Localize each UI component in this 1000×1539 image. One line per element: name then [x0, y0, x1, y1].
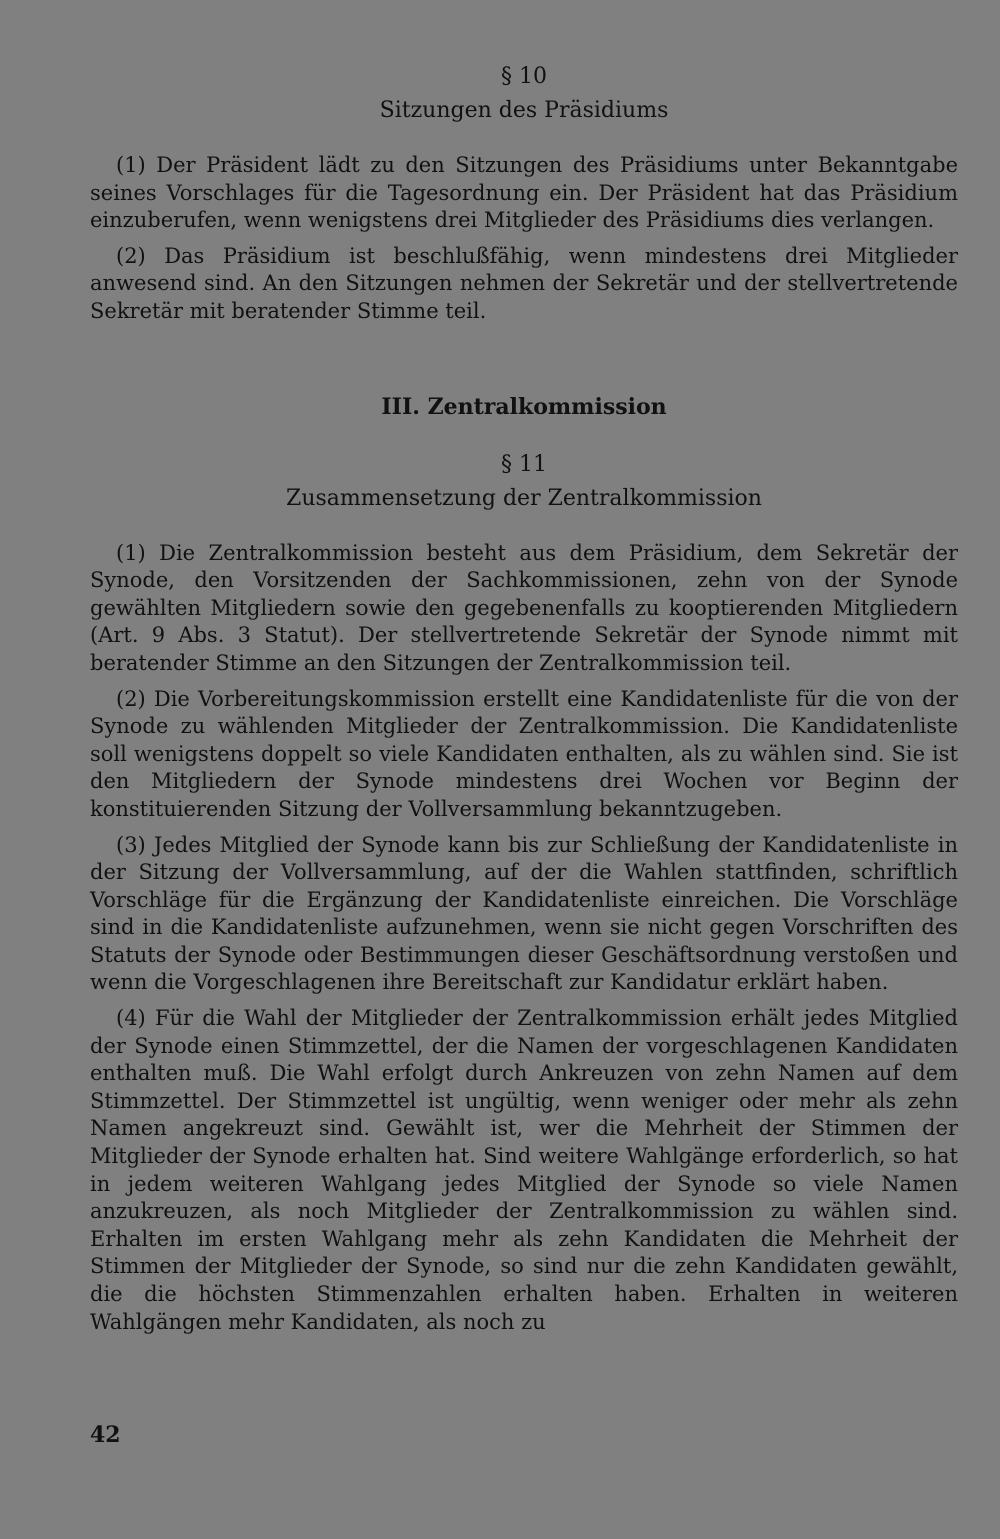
paragraph: (1) Die Zentralkommission besteht aus dem Präsidium, dem Sekretär der Synode, den Vorsitzenden der Sachkommissionen, zehn von der Synode gewählten Mitgliedern sowie den gegebenenfalls zu kooptierenden Mitgliedern (Art. 9 Abs. 3 Statut). Der stellvertretende Sekretär der Synode nimmt mit beratender Stimme an den Sitzungen der Zentralkommission teil.	[90, 540, 958, 675]
section-title: Sitzungen des Präsidiums	[379, 98, 669, 123]
section-number: § 10	[501, 64, 547, 89]
page-number: 42	[90, 1422, 121, 1448]
paragraph: (4) Für die Wahl der Mitglieder der Zentralkommission erhält jedes Mitglied der Synode einen Stimmzettel, der die Namen der vorgeschlagenen Kandidaten enthalten muß. Die Wahl erfolgt durch Ankreuzen von zehn Namen auf dem Stimmzettel. Der Stimmzettel ist ungültig, wenn weniger oder mehr als zehn Namen angekreuzt sind. Gewählt ist, wer die Mehrheit der Stimmen der Mitglieder der Synode erhalten hat. Sind weitere Wahlgänge erforderlich, so hat in jedem weiteren Wahlgang jedes Mitglied der Synode so viele Namen anzukreuzen, als noch Mitglieder der Zentralkommission zu wählen sind. Erhalten im ersten Wahlgang mehr als zehn Kandidaten die Mehrheit der Stimmen der Mitglieder der Synode, so sind nur die zehn Kandidaten gewählt, die die höchsten Stimmenzahlen erhalten haben. Erhalten in weiteren Wahlgängen mehr Kandidaten, als noch zu	[90, 1006, 958, 1334]
section-10	[90, 60, 958, 326]
section-number: § 11	[501, 451, 547, 477]
paragraph: (3) Jedes Mitglied der Synode kann bis zur Schließung der Kandidatenliste in der Sitzung der Vollversammlung, auf der die Wahlen stattfinden, schriftlich Vorschläge für die Ergänzung der Kandidatenliste einreichen. Die Vorschläge sind in die Kandidatenliste aufzunehmen, wenn sie nicht gegen Vorschriften des Statuts der Synode oder Bestimmungen dieser Geschäftsordnung verstoßen und wenn die Vorgeschlagenen ihre Bereitschaft zur Kandidatur erklärt haben.	[90, 832, 958, 995]
chapter-title: III. Zentralkommission	[381, 393, 667, 420]
paragraph: (2) Die Vorbereitungskommission erstellt eine Kandidatenliste für die von der Synode zu wählenden Mitglieder der Zentralkommission. Die Kandidatenliste soll wenigstens doppelt so viele Kandidaten enthalten, als zu wählen sind. Sie ist den Mitgliedern der Synode mindestens drei Wochen vor Beginn der konstituierenden Sitzung der Vollversammlung bekanntzugeben.	[90, 686, 958, 821]
document-page	[90, 60, 958, 1344]
section-title: Zusammensetzung der Zentralkommission	[286, 485, 762, 511]
section-11	[90, 448, 958, 1337]
chapter-3	[90, 390, 958, 424]
paragraph: (2) Das Präsidium ist beschlußfähig, wenn mindestens drei Mitglieder anwesend sind. An den Sitzungen nehmen der Sekretär und der stellvertretende Sekretär mit beratender Stimme teil.	[90, 243, 958, 323]
paragraph: (1) Der Präsident lädt zu den Sitzungen des Präsidiums unter Bekanntgabe seines Vorschlages für die Tagesordnung ein. Der Präsident hat das Präsidium einzuberufen, wenn wenigstens drei Mitglieder des Präsidiums dies verlangen.	[90, 153, 958, 233]
